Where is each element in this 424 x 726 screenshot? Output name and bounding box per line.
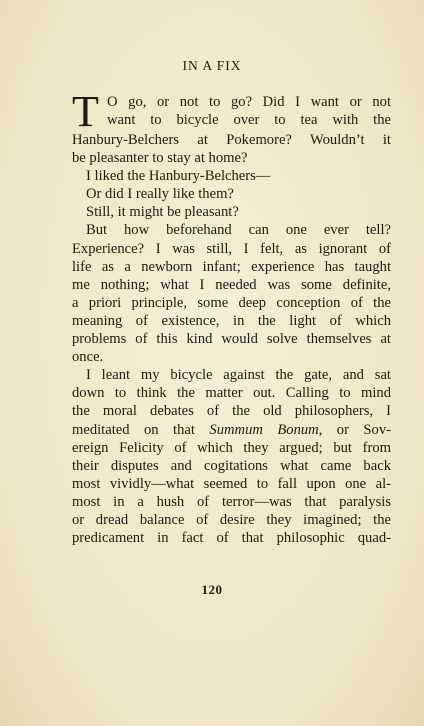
text-segment: , or Sov- xyxy=(318,421,391,438)
text-line: Still, it might be pleasant? xyxy=(86,204,239,221)
italic-phrase: Summum Bonum xyxy=(209,421,319,438)
text-line: problems of this kind would solve themselves at xyxy=(72,331,391,348)
paragraph-1 xyxy=(72,87,391,167)
text-line: Or did I really like them? xyxy=(86,186,234,203)
text-line: Experience? I was still, I felt, as ignorant of xyxy=(72,240,391,257)
text-segment: meditated on that xyxy=(72,421,210,438)
text-line: a priori principle, some deep conception of the xyxy=(72,294,391,311)
text-line: O go, or not to go? Did I want or not xyxy=(107,94,391,110)
text-line xyxy=(72,421,391,439)
text-line: down to think the matter out. Calling to mind xyxy=(72,385,391,402)
text-line: Hanbury-Belchers at Pokemore? Wouldn’t it xyxy=(72,132,391,148)
text-line: I leant my bicycle against the gate, and sat xyxy=(86,367,391,384)
drop-cap: T xyxy=(72,87,99,136)
text-line: But how beforehand can one ever tell? xyxy=(86,222,391,239)
text-line: the moral debates of the old philosophers, I xyxy=(72,403,391,420)
text-line: be pleasanter to stay at home? xyxy=(72,150,248,167)
text-line: predicament in fact of that philosophic quad- xyxy=(72,530,391,547)
text-line: want to bicycle over to tea with the xyxy=(107,112,391,129)
text-line: most in a hush of terror—was that paralysis xyxy=(72,493,391,510)
body-text xyxy=(72,87,391,547)
text-line: or dread balance of desire they imagined; the xyxy=(72,511,391,528)
text-line: meaning of existence, in the light of which xyxy=(72,312,391,329)
page-number: 120 xyxy=(201,582,223,597)
text-line: most vividly—what seemed to fall upon one al- xyxy=(72,475,391,492)
text-line: their disputes and cogitations what came back xyxy=(72,457,391,474)
text-line: me nothing; what I needed was some definite, xyxy=(72,276,391,293)
text-line: ereign Felicity of which they argued; but from xyxy=(72,439,391,456)
text-line: I liked the Hanbury-Belchers— xyxy=(86,168,271,185)
text-line: life as a newborn infant; experience has taught xyxy=(72,258,391,275)
running-head: IN A FIX xyxy=(182,58,242,73)
text-line: once. xyxy=(72,349,104,366)
